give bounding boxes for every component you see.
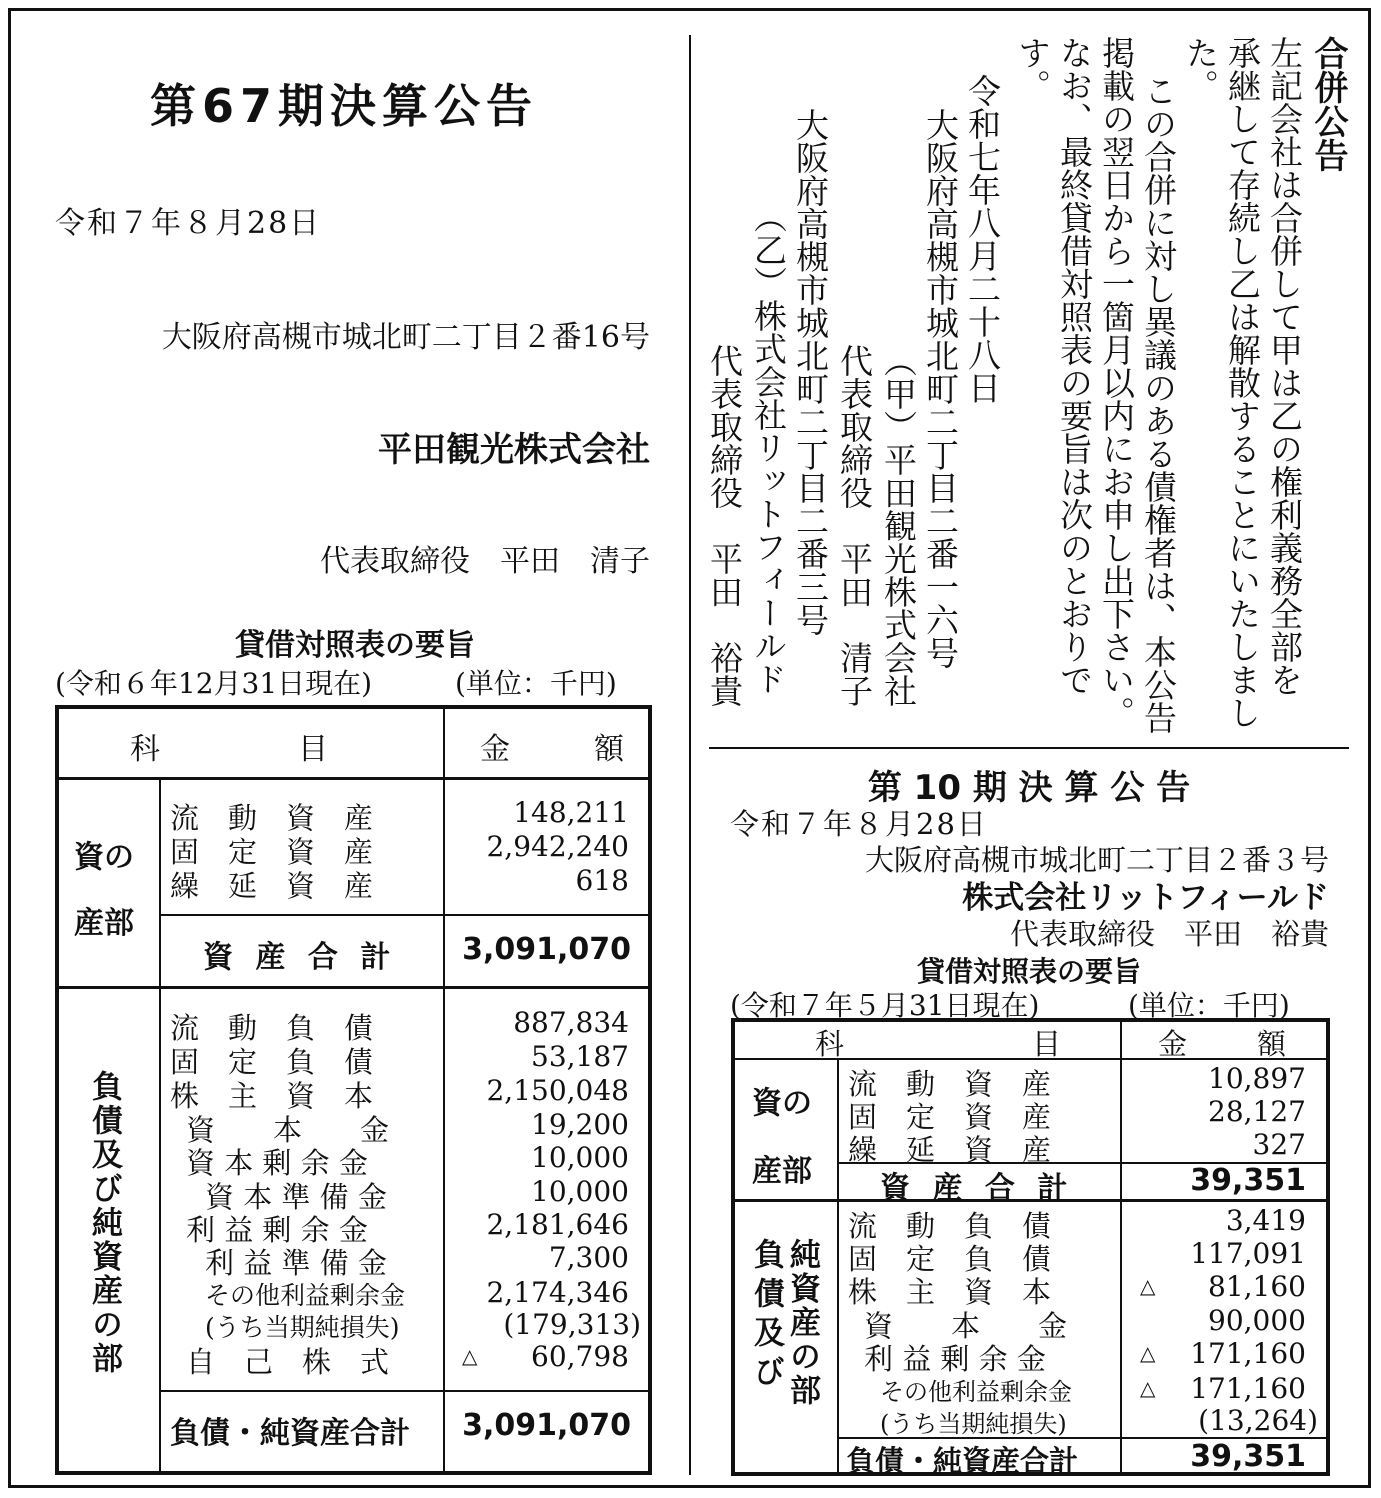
left-bs-unit: (単位：千円) <box>455 667 617 700</box>
liability-item-label: 資 本 金 <box>186 1113 390 1147</box>
column-divider <box>689 35 691 1475</box>
merger-date: 令和七年八月二十八日 <box>963 74 1002 404</box>
liability-item-value: (13,264) <box>1198 1404 1318 1437</box>
right-bs-asof: (令和７年５月31日現在) <box>730 989 1040 1022</box>
left-liab-total-value: 3,091,070 <box>462 1408 631 1443</box>
liability-item-label: 株 主 資 本 <box>848 1275 1052 1309</box>
asset-item-label: 繰 延 資 産 <box>170 869 374 903</box>
merger-body-line: なお、最終貸借対照表の要旨は次のとおりで <box>1055 36 1094 696</box>
right-col-amount-header: 金 額 <box>1158 1027 1291 1061</box>
liability-item-value: 2,181,646 <box>486 1208 629 1241</box>
liability-item-value: 887,834 <box>513 1006 629 1039</box>
merger-a-address: 大阪府高槻市城北町二丁目二番一六号 <box>921 108 960 669</box>
right-assets-section-label: 資の <box>752 1086 812 1121</box>
left-col-amount-header: 金 額 <box>480 732 632 767</box>
asset-item-label: 固 定 資 産 <box>848 1100 1052 1134</box>
merger-a-company: （甲）平田観光株式会社 <box>879 344 918 707</box>
liability-item-value: 90,000 <box>1208 1304 1306 1337</box>
merger-body-line: 左記会社は合併して甲は乙の権利義務全部を <box>1265 36 1304 696</box>
merger-b-representative: 代表取締役 平田 裕貴 <box>705 344 744 707</box>
left-assets-section-label-2: 産部 <box>74 906 134 941</box>
right-assets-total-value: 39,351 <box>1190 1163 1306 1198</box>
liability-item-value: 2,174,346 <box>486 1276 629 1309</box>
liability-item-label: 固 定 負 債 <box>170 1045 374 1079</box>
liability-item-label: 利 益 準 備 金 <box>205 1246 387 1280</box>
asset-item-value: 10,897 <box>1208 1062 1306 1095</box>
section-divider <box>709 747 1349 749</box>
left-liabilities-section-label: 負債及び純資産の部 <box>86 1070 122 1376</box>
liability-item-value: 7,300 <box>548 1241 629 1274</box>
liability-item-label: 資 本 剰 余 金 <box>186 1146 368 1180</box>
asset-item-label: 流 動 資 産 <box>170 801 374 835</box>
asset-item-value: 148,211 <box>513 796 629 829</box>
liability-item-value: 53,187 <box>531 1040 629 1073</box>
merger-body-line: た。 <box>1181 36 1220 102</box>
left-address: 大阪府高槻市城北町二丁目２番16号 <box>161 320 650 355</box>
left-assets-section-label: 資の <box>74 840 134 875</box>
right-company-name: 株式会社リットフィールド <box>962 880 1329 916</box>
asset-item-label: 繰 延 資 産 <box>848 1133 1052 1167</box>
merger-body-line: 承継して存続し乙は解散することにいたしまし <box>1223 36 1262 729</box>
merger-b-company: （乙）株式会社リットフィールド <box>749 200 788 695</box>
right-date: 令和７年８月28日 <box>730 807 988 841</box>
right-representative: 代表取締役 平田 裕貴 <box>1009 917 1329 951</box>
liability-item-value: 81,160 <box>1208 1270 1306 1303</box>
right-col-item-header: 科 目 <box>815 1027 1064 1061</box>
merger-a-representative: 代表取締役 平田 清子 <box>835 344 874 707</box>
asset-item-value: 618 <box>575 864 629 897</box>
right-liab-total-value: 39,351 <box>1190 1439 1306 1474</box>
liability-item-value: 171,160 <box>1190 1337 1306 1370</box>
liability-item-label: 株 主 資 本 <box>170 1079 374 1113</box>
right-liabilities-section-label-2: 純資産の部 <box>784 1238 820 1408</box>
negative-mark: △ <box>1140 1376 1156 1400</box>
left-liab-total-label: 負債・純資産合計 <box>170 1416 410 1451</box>
merger-body-line: す。 <box>1013 36 1052 102</box>
left-representative: 代表取締役 平田 清子 <box>320 544 650 579</box>
liability-item-value: 171,160 <box>1190 1372 1306 1405</box>
liability-item-label: その他利益剰余金 <box>205 1281 406 1310</box>
liability-item-label: 自 己 株 式 <box>186 1345 390 1379</box>
liability-item-label: 資 本 準 備 金 <box>205 1180 387 1214</box>
merger-title: 合併公告 <box>1308 36 1348 172</box>
asset-item-label: 流 動 資 産 <box>848 1067 1052 1101</box>
right-title: 第 10 期 決 算 公 告 <box>867 768 1191 808</box>
liability-item-value: 60,798 <box>531 1340 629 1373</box>
merger-b-address: 大阪府高槻市城北町二丁目二番三号 <box>791 108 830 636</box>
liability-item-value: (179,313) <box>503 1308 641 1341</box>
liability-item-label: 固 定 負 債 <box>848 1242 1052 1276</box>
left-bs-asof: (令和６年12月31日現在) <box>55 667 373 700</box>
merger-body-line: 掲載の翌日から一箇月以内にお申し出下さい。 <box>1097 36 1136 729</box>
liability-item-label: 資 本 金 <box>864 1309 1068 1343</box>
left-bs-title: 貸借対照表の要旨 <box>235 628 475 663</box>
asset-item-value: 28,127 <box>1208 1095 1306 1128</box>
right-liabilities-section-label: 負債及び <box>748 1238 784 1394</box>
merger-body-line: この合併に対し異議のある債権者は、本公告 <box>1139 74 1178 734</box>
right-address: 大阪府高槻市城北町二丁目２番３号 <box>864 843 1329 877</box>
right-bs-title: 貸借対照表の要旨 <box>916 955 1141 988</box>
asset-item-label: 固 定 資 産 <box>170 835 374 869</box>
liability-item-label: 利 益 剰 余 金 <box>864 1342 1046 1376</box>
liability-item-label: 流 動 負 債 <box>848 1209 1052 1243</box>
liability-item-value: 3,419 <box>1225 1204 1306 1237</box>
left-company-name: 平田観光株式会社 <box>378 430 650 470</box>
liability-item-value: 2,150,048 <box>486 1074 629 1107</box>
right-assets-section-label-2: 産部 <box>752 1154 812 1189</box>
liability-item-value: 10,000 <box>531 1141 629 1174</box>
right-bs-unit: (単位：千円) <box>1128 989 1290 1022</box>
asset-item-value: 2,942,240 <box>486 830 629 863</box>
liability-item-value: 19,200 <box>531 1108 629 1141</box>
negative-mark: △ <box>1140 1341 1156 1365</box>
liability-item-value: 117,091 <box>1190 1237 1306 1270</box>
liability-item-label: その他利益剰余金 <box>880 1378 1072 1406</box>
left-date: 令和７年８月28日 <box>55 206 322 241</box>
liability-item-label: 流 動 負 債 <box>170 1011 374 1045</box>
right-liab-total-label: 負債・純資産合計 <box>846 1444 1079 1478</box>
right-assets-total-label: 資 産 合 計 <box>880 1171 1074 1206</box>
liability-item-label: 利 益 剰 余 金 <box>186 1213 368 1247</box>
left-col-item-header: 科 目 <box>130 732 340 767</box>
liability-item-value: 10,000 <box>531 1175 629 1208</box>
negative-mark: △ <box>1140 1274 1156 1298</box>
liability-item-label: (うち当期純損失) <box>205 1313 400 1342</box>
asset-item-value: 327 <box>1252 1128 1306 1161</box>
left-assets-total-label: 資 産 合 計 <box>203 940 397 975</box>
left-assets-total-value: 3,091,070 <box>462 932 631 967</box>
liability-item-label: (うち当期純損失) <box>880 1410 1067 1438</box>
left-title: 第67期決算公告 <box>150 79 539 133</box>
negative-mark: △ <box>462 1344 478 1368</box>
